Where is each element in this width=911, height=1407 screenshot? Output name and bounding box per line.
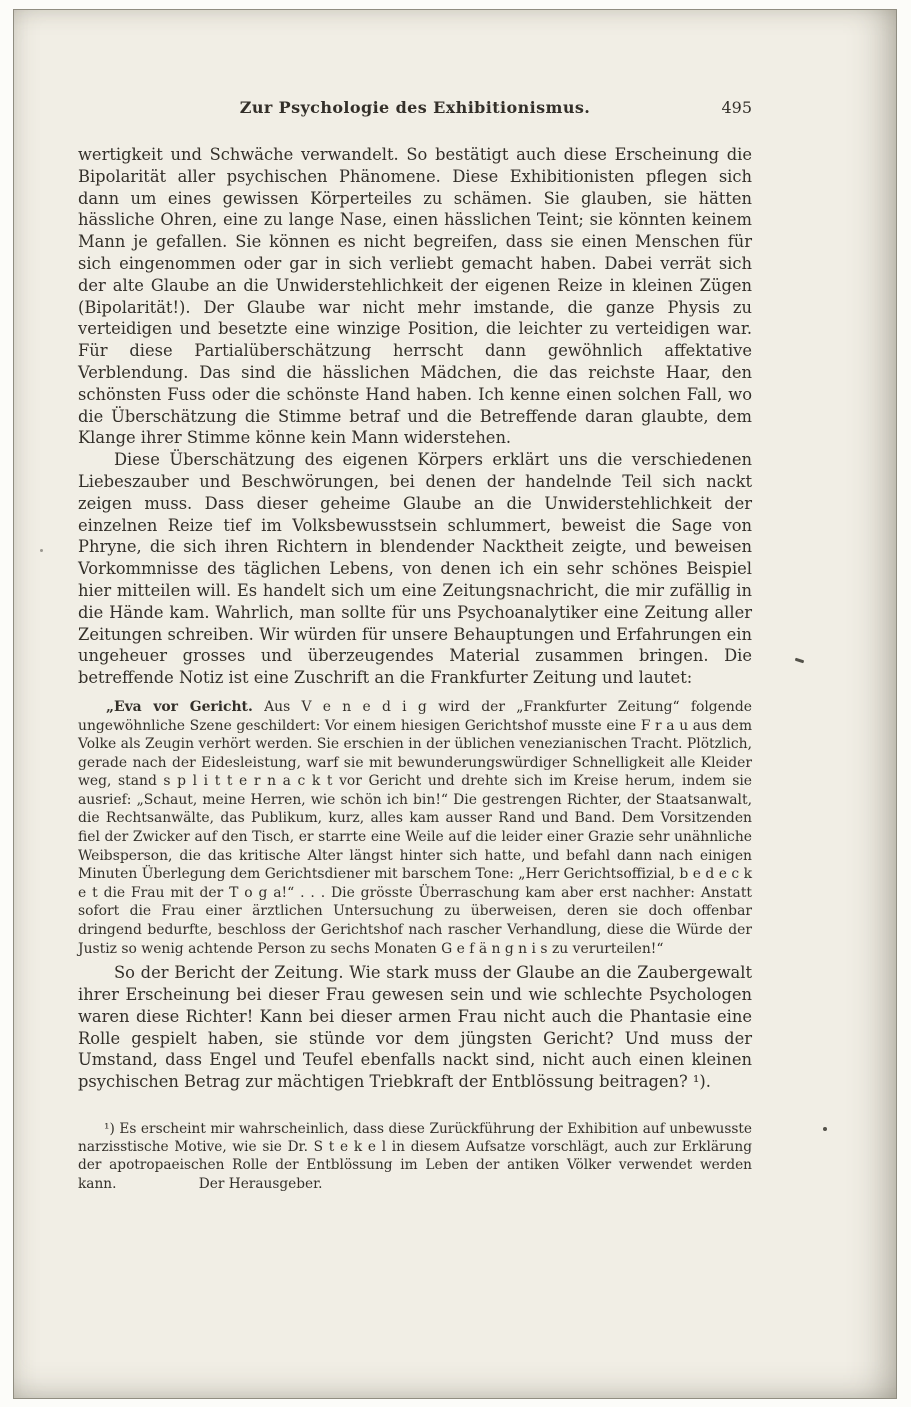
paragraph-continuation: wertigkeit und Schwäche verwandelt. So bestätigt auch diese Erscheinung die Bipolarität aller psychischen Phänomene. Diese Exhibitionisten pflegen sich dann um eines gewissen Körperteiles zu schämen. Sie glauben, sie hätten hässliche Ohren, eine zu lange Nase, einen hässlichen Teint; sie könnten keinem Mann je gefallen. Sie können es nicht begreifen, dass sie einen Menschen für sich eingenommen oder gar in sich verliebt gemacht haben. Dabei verrät sich der alte Glaube an die Unwiderstehlichkeit der eigenen Reize in kleinen Zügen (Bipolarität!). Der Glaube war nicht mehr imstande, die ganze Physis zu verteidigen und besetzte eine winzige Position, die leichter zu verteidigen war. Für diese Partialüberschätzung herrscht dann gewöhnlich affektative Verblendung. Das sind die hässlichen Mädchen, die das reichste Haar, den schönsten Fuss oder die schönste Hand haben. Ich kenne einen solchen Fall, wo die Überschätzung die Stimme betraf und die Betreffende daran glaubte, dem Klange ihrer Stimme könne kein Mann widerstehen. [78,145,752,448]
scan-artifact-dash [795,658,804,664]
quote-body-text: Aus V e n e d i g wird der „Frankfurter Zeitung“ folgende ungewöhnliche Szene geschildert: Vor einem hiesigen Gerichtshof musste eine F r a u aus dem Volke als Zeugin verhört werden. Sie erschien in der üblichen venezianischen Tracht. Plötzlich, gerade nach der Eidesleistung, warf sie mit bewunderungswürdiger Schnelligkeit alle Kleider weg, stand s p l i t t e r n a c k t vor Gericht und drehte sich im Kreise herum, indem sie ausrief: „Schaut, meine Herren, wie schön ich bin!“ Die gestrengen Richter, der Staatsanwalt, die Rechtsanwälte, das Publikum, kurz, alles kam ausser Rand und Band. Dem Vorsitzenden fiel der Zwicker auf den Tisch, er starrte eine Weile auf die leider einer Grazie sehr unähnliche Weibsperson, die das kritische Alter längst hinter sich hatte, und befahl dann nach einigen Minuten Überlegung dem Gerichtsdiener mit barschem Tone: „Herr Gerichtsoffizial, b e d e c k e t die Frau mit der T o g a!“ . . . Die grösste Überraschung kam aber erst nachher: Anstatt sofort die Frau einer ärztlichen Untersuchung zu überweisen, deren sie doch offenbar dringend bedurfte, beschloss der Gerichtshof nach rascher Verhandlung, diese die Würde der Justiz so wenig achtende Person zu sechs Monaten G e f ä n g n i s zu verurteilen!“ [78,698,752,957]
footnote [78,1120,752,1193]
main-text [78,144,752,689]
footnote-text: ¹) Es erscheint mir wahrscheinlich, dass diese Zurückführung der Exhibition auf unbewusste narzisstische Motive, wie sie Dr. S t e k e l in diesem Aufsatze vorschlägt, auch zur Erklärung der apotropaeischen Rolle der Entblössung im Leben der antiken Völker verwendet werden kann. [78,1121,752,1192]
paragraph-closing: So der Bericht der Zeitung. Wie stark muss der Glaube an die Zaubergewalt ihrer Erscheinung bei dieser Frau gewesen sein und wie schlechte Psychologen waren diese Richter! Kann bei dieser armen Frau nicht auch die Phantasie eine Rolle gespielt haben, sie stünde vor dem jüngsten Gericht? Und muss der Umstand, dass Engel und Teufel ebenfalls nackt sind, nicht auch einen kleinen psychischen Betrag zur mächtigen Triebkraft der Entblössung beitragen? ¹). [78,963,752,1092]
page-content [78,98,752,1193]
newspaper-quote-block [78,698,752,958]
scan-artifact-dot [823,1127,827,1131]
page-number: 495 [721,98,752,117]
running-title: Zur Psychologie des Exhibitionismus. [239,98,591,117]
footnote-signature: Der Herausgeber. [198,1175,323,1192]
quote-lead-in: „Eva vor Gericht. [106,698,253,715]
paragraph-overvaluation: Diese Überschätzung des eigenen Körpers erklärt uns die verschiedenen Liebeszauber und Beschwörungen, bei denen der handelnde Teil sich nackt zeigen muss. Dass dieser geheime Glaube an die Unwiderstehlichkeit der einzelnen Reize tief im Volksbewusstsein schlummert, beweist die Sage von Phryne, die sich ihren Richtern in blendender Nacktheit zeigte, und beweisen Vorkommnisse des täglichen Lebens, von denen ich ein sehr schönes Beispiel hier mitteilen will. Es handelt sich um eine Zeitungsnachricht, die mir zufällig in die Hände kam. Wahrlich, man sollte für uns Psychoanalytiker eine Zeitung aller Zeitungen schreiben. Wir würden für unsere Behauptungen und Erfahrungen ein ungeheuer grosses und überzeugendes Material zusammen bringen. Die betreffende Notiz ist eine Zuschrift an die Frankfurter Zeitung und lautet: [78,450,752,688]
closing-text [78,962,752,1093]
scan-artifact-speck [40,549,43,552]
page-header [78,98,752,120]
footnote-block [78,1120,752,1193]
newspaper-quote [78,698,752,958]
scanned-page [13,9,897,1399]
